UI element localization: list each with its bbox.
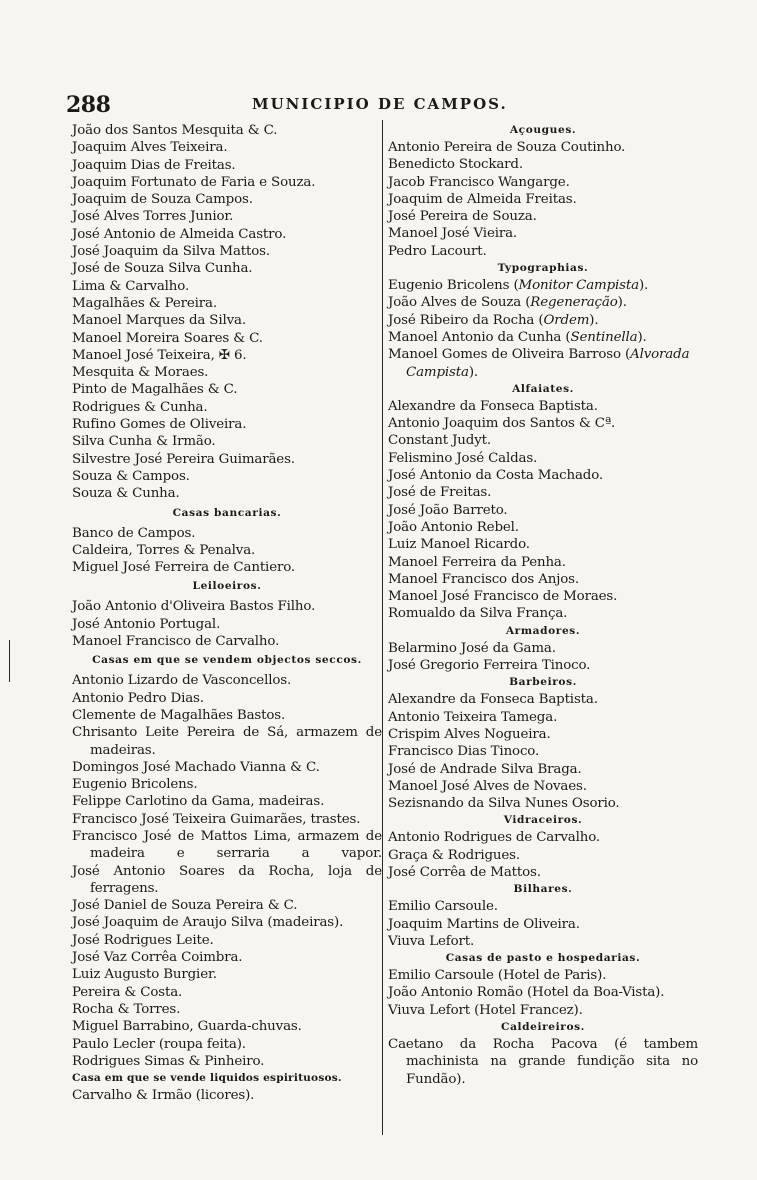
list-item: Pinto de Magalhães & C.	[72, 382, 238, 398]
list-item: Antonio Teixeira Tamega.	[388, 709, 558, 725]
list-item: José Ribeiro da Rocha (Ordem).	[388, 312, 599, 328]
list-item: Manoel Ferreira da Penha.	[388, 554, 566, 570]
list-item: José Joaquim da Silva Mattos.	[72, 244, 270, 260]
list-item: José de Souza Silva Cunha.	[72, 261, 253, 277]
list-item: Felismino José Caldas.	[388, 450, 538, 466]
list-item: José Alves Torres Junior.	[72, 209, 234, 225]
list-item: Carvalho & Irmão (licores).	[72, 1088, 255, 1104]
list-item: Manoel Francisco de Carvalho.	[72, 634, 280, 650]
list-item: Sezisnando da Silva Nunes Osorio.	[388, 796, 620, 812]
list-item: Manoel José Vieira.	[388, 226, 518, 242]
list-item: Crispim Alves Nogueira.	[388, 726, 551, 742]
list-item: Francisco José de Mattos Lima, armazem de madeira e serraria a vapor.	[72, 828, 382, 862]
list-item: Chrisanto Leite Pereira de Sá, armazem de madeiras.	[72, 725, 382, 758]
list-item: Antonio Pedro Dias.	[72, 690, 204, 706]
list-item: Domingos José Machado Vianna & C.	[72, 759, 320, 775]
list-item: José de Freitas.	[388, 485, 492, 501]
list-item: José Antonio Portugal.	[72, 616, 221, 632]
list-item: Luiz Augusto Burgier.	[72, 967, 217, 983]
section-heading-alfaiates: Alfaiates.	[512, 382, 574, 395]
list-item: Silva Cunha & Irmão.	[72, 434, 216, 450]
list-item: Graça & Rodrigues.	[388, 847, 520, 863]
section-heading-liquidos: Casa em que se vende liquidos espirituosos.	[72, 1072, 342, 1085]
list-item: Belarmino José da Gama.	[388, 640, 556, 656]
list-item: Benedicto Stockard.	[388, 157, 523, 173]
list-item: Souza & Cunha.	[72, 486, 180, 502]
list-item: Manoel Francisco dos Anjos.	[388, 571, 579, 587]
list-item: Rodrigues Simas & Pinheiro.	[72, 1053, 265, 1069]
list-item: Caldeira, Torres & Penalva.	[72, 542, 256, 558]
section-heading-vidraceiros: Vidraceiros.	[503, 814, 583, 827]
list-item: Miguel Barrabino, Guarda-chuvas.	[72, 1019, 302, 1035]
list-item: Manoel Gomes de Oliveira Barroso (Alvorada Campista).	[388, 347, 690, 380]
list-item: José Antonio da Costa Machado.	[388, 468, 604, 484]
list-item: Manoel Moreira Soares & C.	[72, 330, 263, 346]
list-item: José Rodrigues Leite.	[72, 932, 214, 948]
list-negociantes	[72, 122, 382, 503]
list-item: Rocha & Torres.	[72, 1001, 181, 1017]
list-item: Lima & Carvalho.	[72, 278, 190, 294]
section-heading-caldeireiros: Caldeireiros.	[501, 1021, 585, 1034]
list-item: Banco de Campos.	[72, 525, 196, 541]
list-item: Silvestre José Pereira Guimarães.	[72, 451, 295, 467]
list-item: João Antonio Rebel.	[388, 519, 519, 535]
list-item: Rufino Gomes de Oliveira.	[72, 417, 247, 433]
list-item: Francisco Dias Tinoco.	[388, 744, 540, 760]
list-item: Felippe Carlotino da Gama, madeiras.	[72, 794, 325, 810]
list-item: Rodrigues & Cunha.	[72, 399, 208, 415]
section-heading-typographias: Typographias.	[497, 262, 589, 275]
list-item: Luiz Manoel Ricardo.	[388, 537, 530, 553]
left-column	[72, 122, 382, 1104]
column-rule	[382, 120, 383, 1135]
list-item: Caetano da Rocha Pacova (é tambem machinista na grande fundição sita no Fundão).	[388, 1037, 698, 1087]
list-item: Joaquim de Almeida Freitas.	[388, 191, 577, 207]
right-column	[388, 122, 698, 1088]
list-item: Alexandre da Fonseca Baptista.	[388, 398, 598, 414]
list-item: João dos Santos Mesquita & C.	[72, 123, 278, 138]
list-item: João Antonio d'Oliveira Bastos Filho.	[72, 599, 316, 615]
list-item: José Antonio Soares da Rocha, loja de ferragens.	[72, 863, 382, 896]
list-item: Antonio Lizardo de Vasconcellos.	[72, 673, 292, 689]
section-heading-objectos-seccos: Casas em que se vendem objectos seccos.	[92, 654, 362, 667]
list-item: Paulo Lecler (roupa feita).	[72, 1036, 246, 1052]
list-item: Joaquim Dias de Freitas.	[72, 157, 236, 173]
list-item: Joaquim de Souza Campos.	[72, 192, 253, 208]
list-item: José Joaquim de Araujo Silva (madeiras).	[72, 915, 344, 931]
list-item: Jacob Francisco Wangarge.	[388, 174, 570, 190]
list-item: Joaquim Martins de Oliveira.	[388, 916, 580, 932]
list-item: Viuva Lefort (Hotel Francez).	[388, 1002, 583, 1018]
list-item: Souza & Campos.	[72, 468, 190, 484]
page-header	[66, 92, 706, 118]
list-item: José Pereira de Souza.	[388, 209, 537, 225]
list-item: Magalhães & Pereira.	[72, 295, 217, 311]
list-item: José Antonio de Almeida Castro.	[72, 226, 287, 242]
page-number: 288	[66, 92, 111, 118]
list-item: Joaquim Alves Teixeira.	[72, 140, 228, 156]
list-item: Emilio Carsoule.	[388, 899, 498, 915]
list-item: José Vaz Corrêa Coimbra.	[72, 950, 243, 966]
list-item: Antonio Rodrigues de Carvalho.	[388, 830, 601, 846]
list-item: José Corrêa de Mattos.	[388, 864, 541, 880]
running-title: MUNICIPIO DE CAMPOS.	[252, 95, 508, 113]
list-item: Joaquim Fortunato de Faria e Souza.	[72, 174, 316, 190]
list-item: Viuva Lefort.	[388, 933, 475, 949]
list-item: Manoel José Francisco de Moraes.	[388, 589, 618, 605]
list-item: Alexandre da Fonseca Baptista.	[388, 692, 598, 708]
list-item: Antonio Joaquim dos Santos & Cª.	[388, 416, 616, 432]
list-item: Manoel José Teixeira, ✠ 6.	[72, 347, 247, 363]
section-heading-barbeiros: Barbeiros.	[509, 676, 577, 689]
margin-mark	[9, 640, 10, 682]
section-heading-acougues: Açougues.	[509, 124, 577, 136]
section-heading-bilhares: Bilhares.	[513, 883, 573, 896]
section-heading-armadores: Armadores.	[505, 624, 581, 637]
list-item: Constant Judyt.	[388, 433, 491, 449]
list-item: Antonio Pereira de Souza Coutinho.	[388, 140, 626, 155]
list-item: Romualdo da Silva França.	[388, 606, 568, 622]
list-item: Pereira & Costa.	[72, 984, 183, 1000]
list-item: José João Barreto.	[388, 502, 508, 518]
list-item: Francisco José Teixeira Guimarães, trastes.	[72, 811, 361, 827]
list-item: Eugenio Bricolens.	[72, 777, 198, 793]
section-heading-casas-bancarias: Casas bancarias.	[172, 506, 282, 519]
list-item: Eugenio Bricolens (Monitor Campista).	[388, 278, 649, 294]
list-item: João Antonio Romão (Hotel da Boa-Vista).	[388, 985, 665, 1001]
list-item: José Gregorio Ferreira Tinoco.	[388, 658, 591, 674]
list-item: Mesquita & Moraes.	[72, 365, 209, 381]
list-item: Emilio Carsoule (Hotel de Paris).	[388, 968, 607, 984]
list-item: Miguel José Ferreira de Cantiero.	[72, 560, 295, 576]
section-heading-leiloeiros: Leiloeiros.	[192, 580, 262, 593]
list-item: Manoel Marques da Silva.	[72, 313, 246, 329]
list-item: José de Andrade Silva Braga.	[388, 761, 582, 777]
list-item: José Daniel de Souza Pereira & C.	[72, 898, 298, 914]
section-heading-casas-de-pasto: Casas de pasto e hospedarias.	[445, 952, 641, 965]
list-item: João Alves de Souza (Regeneração).	[388, 295, 627, 311]
list-item: Manoel José Alves de Novaes.	[388, 778, 587, 794]
list-item: Manoel Antonio da Cunha (Sentinella).	[388, 329, 647, 345]
list-item: Pedro Lacourt.	[388, 243, 487, 259]
list-item: Clemente de Magalhães Bastos.	[72, 707, 286, 723]
